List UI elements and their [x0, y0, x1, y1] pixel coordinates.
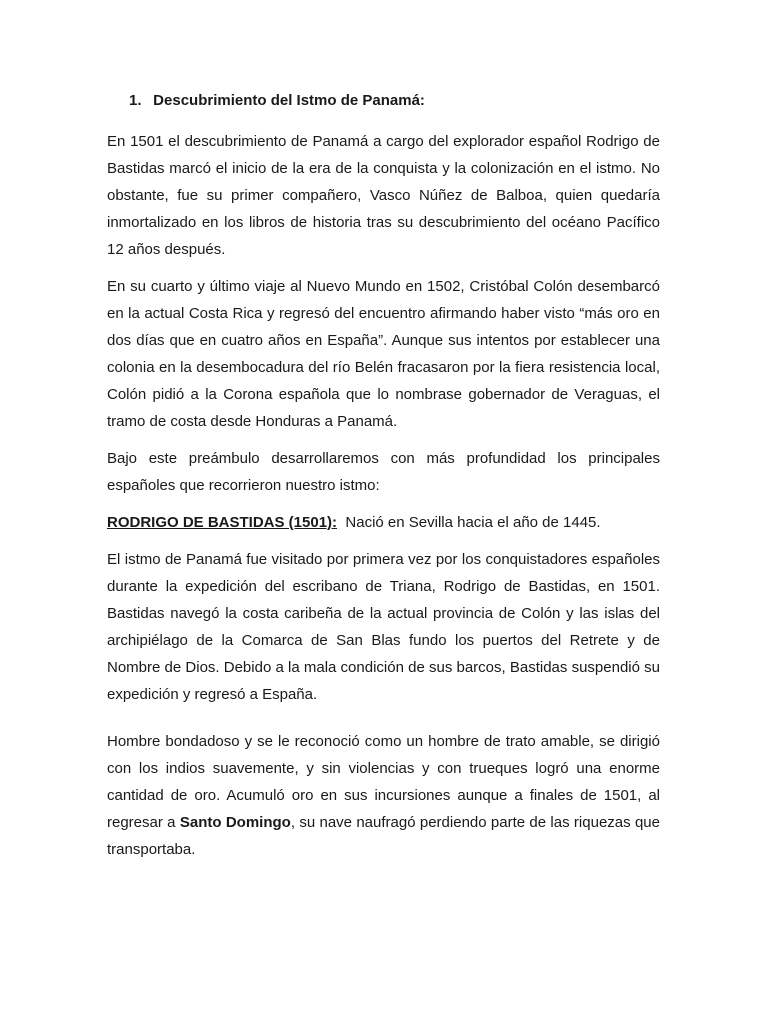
paragraph-bastidas-character [107, 728, 660, 863]
paragraph-discovery: En 1501 el descubrimiento de Panamá a cargo del explorador español Rodrigo de Bastidas marcó el inicio de la era de la conquista y la colonización en el istmo. No obstante, fue su primer compañero, Vasco Núñez de Balboa, quien quedaría inmortalizado en los libros de historia tras su descubrimiento del océano Pacífico 12 años después. [107, 133, 660, 258]
section-heading-text: Descubrimiento del Istmo de Panamá: [153, 92, 425, 109]
paragraph-bastidas-intro [107, 509, 660, 536]
bastidas-title: RODRIGO DE BASTIDAS (1501): [107, 514, 338, 531]
paragraph-bastidas-expedition: El istmo de Panamá fue visitado por primera vez por los conquistadores españoles durante la expedición del escribano de Triana, Rodrigo de Bastidas, en 1501. Bastidas navegó la costa caribeña de la actual provincia de Colón y las islas del archipiélago de la Comarca de San Blas fundo los puertos del Retrete y de Nombre de Dios. Debido a la mala condición de sus barcos, Bastidas suspendió su expedición y regresó a España. [107, 551, 660, 703]
character-text-before: Hombre bondadoso y se le reconoció como un hombre de trato amable, se dirigió con los indios suavemente, y sin violencias y con trueques logró una enorme cantidad de oro. Acumuló oro en sus incursiones aunque a finales de 1501, al regresar a [107, 733, 660, 831]
section-heading [129, 90, 660, 112]
santo-domingo-bold: Santo Domingo [179, 814, 291, 831]
paragraph-columbus: En su cuarto y último viaje al Nuevo Mundo en 1502, Cristóbal Colón desembarcó en la actual Costa Rica y regresó del encuentro afirmando haber visto “más oro en dos días que en cuatro años en España”. Aunque sus intentos por establecer una colonia en la desembocadura del río Belén fracasaron por la fiera resistencia local, Colón pidió a la Corona española que lo nombrase gobernador de Veraguas, el tramo de costa desde Honduras a Panamá. [107, 278, 660, 430]
section-number: 1. [129, 92, 142, 109]
bastidas-birth-text: Nació en Sevilla hacia el año de 1445. [345, 514, 601, 531]
paragraph-preamble: Bajo este preámbulo desarrollaremos con más profundidad los principales españoles que recorrieron nuestro istmo: [107, 450, 660, 494]
character-text-after: , su nave naufragó perdiendo parte de las riquezas que transportaba. [107, 814, 660, 858]
document-body [107, 90, 660, 873]
